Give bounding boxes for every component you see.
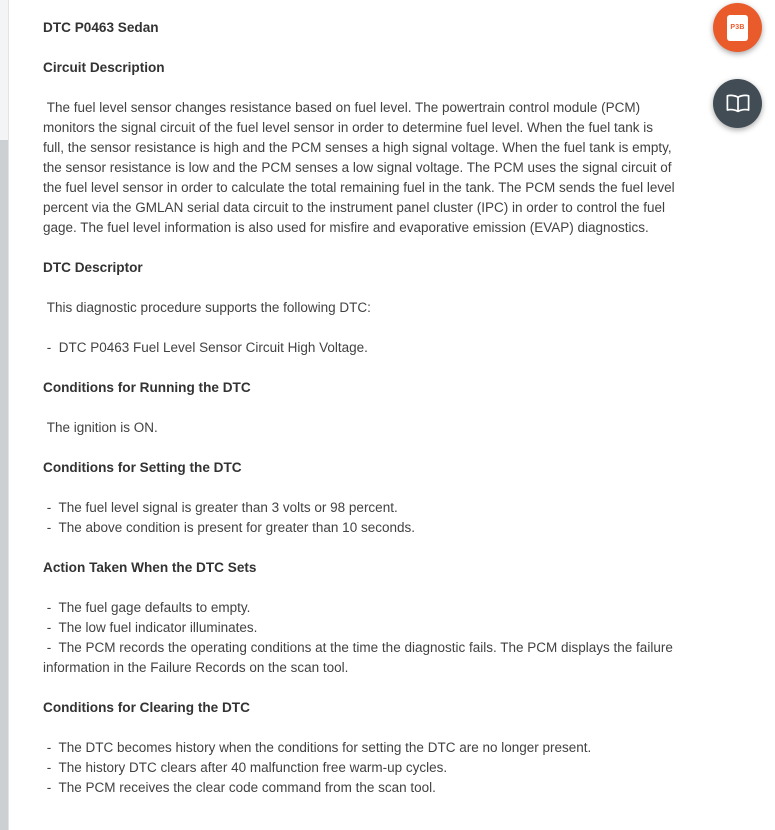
left-scrollbar-track[interactable] — [0, 0, 9, 830]
open-book-icon — [725, 94, 751, 114]
bullet-list — [43, 738, 677, 798]
bullet-list — [43, 338, 677, 358]
list-item: - The above condition is present for greater than 10 seconds. — [43, 518, 677, 538]
list-item: - The PCM receives the clear code command from the scan tool. — [43, 778, 677, 798]
section-heading-conditions-clearing: Conditions for Clearing the DTC — [43, 700, 250, 715]
scrollbar-thumb[interactable] — [0, 140, 8, 830]
document-icon-badge: P3B — [730, 24, 745, 31]
list-item: - The DTC becomes history when the conditions for setting the DTC are no longer present. — [43, 738, 677, 758]
document-body — [10, 0, 775, 818]
section-heading-circuit-description: Circuit Description — [43, 60, 165, 75]
section-paragraph: The fuel level sensor changes resistance based on fuel level. The powertrain control module (PCM) monitors the signal circuit of the fuel level sensor in order to determine fuel level. When the fuel tank is full, the sensor resistance is high and the PCM senses a high signal voltage. When the fuel tank is empty, the sensor resistance is low and the PCM senses a low signal voltage. The PCM uses the signal circuit of the fuel level sensor in order to calculate the total remaining fuel in the tank. The PCM sends the fuel level percent via the GMLAN serial data circuit to the instrument panel cluster (IPC) in order to control the fuel gage. The fuel level information is also used for misfire and evaporative emission (EVAP) diagnostics. — [43, 100, 679, 235]
list-item: - The history DTC clears after 40 malfunction free warm-up cycles. — [43, 758, 677, 778]
manual-fab-button[interactable] — [713, 79, 762, 128]
section-heading-dtc-descriptor: DTC Descriptor — [43, 260, 143, 275]
section-heading-conditions-running: Conditions for Running the DTC — [43, 380, 251, 395]
bullet-list — [43, 598, 677, 678]
document-fab-button[interactable] — [713, 3, 762, 52]
section-heading-action-taken: Action Taken When the DTC Sets — [43, 560, 257, 575]
bullet-list — [43, 498, 677, 538]
section-paragraph: This diagnostic procedure supports the following DTC: — [43, 300, 371, 315]
list-item: - The low fuel indicator illuminates. — [43, 618, 677, 638]
list-item: - The fuel gage defaults to empty. — [43, 598, 677, 618]
doc-title: DTC P0463 Sedan — [43, 20, 159, 35]
list-item: - The fuel level signal is greater than 3 volts or 98 percent. — [43, 498, 677, 518]
list-item: - The PCM records the operating conditions at the time the diagnostic fails. The PCM displays the failure information in the Failure Records on the scan tool. — [43, 638, 677, 678]
document-icon — [727, 15, 748, 41]
list-item: - DTC P0463 Fuel Level Sensor Circuit High Voltage. — [43, 338, 677, 358]
section-heading-conditions-setting: Conditions for Setting the DTC — [43, 460, 242, 475]
section-paragraph: The ignition is ON. — [43, 420, 158, 435]
